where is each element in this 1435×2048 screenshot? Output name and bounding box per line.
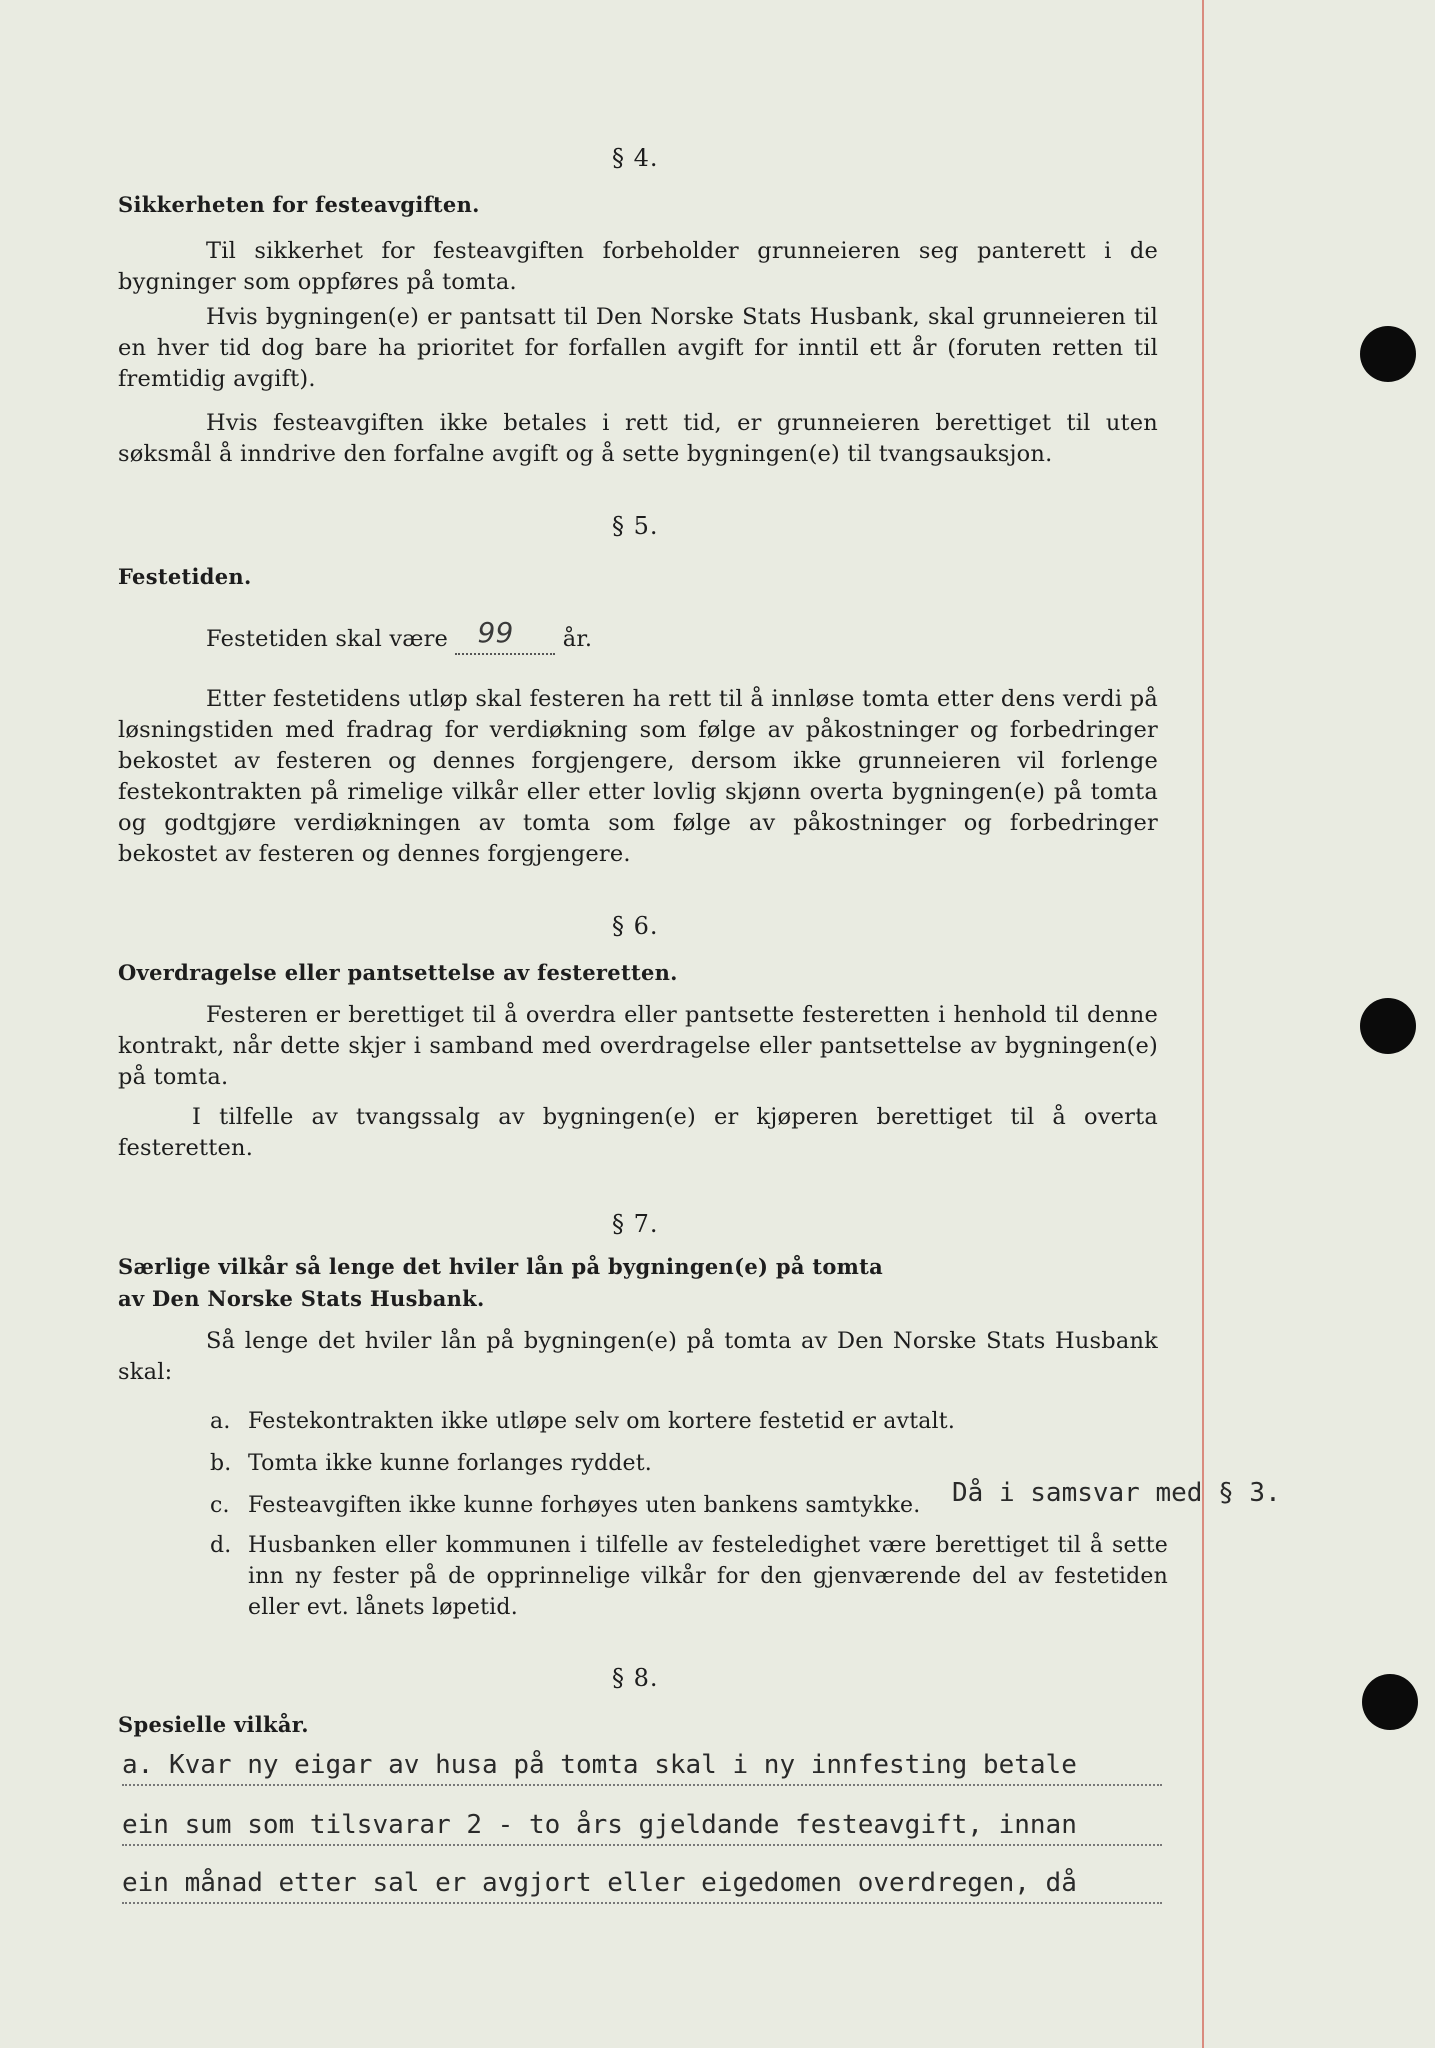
section-7-heading-line2: av Den Norske Stats Husbank. [118,1286,485,1311]
section-6-paragraph-1: Festeren er berettiget til å overdra eller pantsette festeretten i henhold til denne kontrakt, når dette skjer i samband med overdragelse eller pantsettelse av bygningen(e) på tomta. [118,1002,1158,1090]
punch-hole [1360,998,1416,1054]
festetiden-term [206,616,806,655]
section-6-number: § 6. [612,912,659,940]
term-field [455,616,555,655]
section-6-heading: Overdragelse eller pantsettelse av festeretten. [118,960,678,985]
list-marker: d. [210,1533,232,1558]
typed-note: Då i samsvar med § 3. [952,1478,1281,1508]
typed-line-2 [122,1810,1162,1846]
section-4-heading: Sikkerheten for festeavgiften. [118,192,480,217]
section-4-paragraph-1: Til sikkerhet for festeavgiften forbeholder grunneieren seg panterett i de bygninger som oppføres på tomta. [118,238,1158,295]
typed-text: ein sum som tilsvarar 2 - to års gjeldande festeavgift, innan [122,1810,1077,1840]
section-4-paragraph-3: Hvis festeavgiften ikke betales i rett tid, er grunneieren berettiget til uten søksmål å inndrive den forfalne avgift og å sette bygningen(e) til tvangsauksjon. [118,410,1158,467]
punch-hole [1360,326,1416,382]
section-5-heading: Festetiden. [118,564,252,589]
section-8-heading: Spesielle vilkår. [118,1712,309,1737]
list-text: Festekontrakten ikke utløpe selv om kortere festetid er avtalt. [248,1409,956,1434]
section-5-number: § 5. [612,512,659,540]
margin-line [1202,0,1204,2048]
term-value: 99 [477,616,514,649]
list-text: Husbanken eller kommunen i tilfelle av festeledighet være berettiget til å sette inn ny fester på de opprinnelige vilkår for den gjenværende del av festetiden eller evt. lånets løpetid. [248,1533,1168,1620]
term-prefix: Festetiden skal være [206,626,449,652]
typed-line-3 [122,1868,1162,1904]
list-marker: b. [210,1451,232,1476]
section-7-number: § 7. [612,1210,659,1238]
section-7-heading-line1: Særlige vilkår så lenge det hviler lån på bygningen(e) på tomta [118,1254,884,1279]
term-suffix: år. [562,626,593,652]
list-marker: c. [210,1493,230,1518]
typed-line-1 [122,1750,1162,1786]
typed-text: a. Kvar ny eigar av husa på tomta skal i ny innfesting betale [122,1750,1077,1780]
punch-hole [1362,1674,1418,1730]
list-marker: a. [210,1409,231,1434]
typed-text: ein månad etter sal er avgjort eller eigedomen overdregen, då [122,1868,1077,1898]
list-text: Festeavgiften ikke kunne forhøyes uten bankens samtykke. [248,1493,921,1518]
section-5-paragraph-1: Etter festetidens utløp skal festeren ha rett til å innløse tomta etter dens verdi på løsningstiden med fradrag for verdiøkning som følge av påkostninger og forbedringer bekostet av festeren og dennes forgjengere, dersom ikke grunneieren vil forlenge festekontrakten på rimelige vilkår eller etter lovlig skjønn overta bygningen(e) på tomta og godtgjøre verdiøkningen av tomta som følge av påkostninger og forbedringer bekostet av festeren og dennes forgjengere. [118,686,1158,867]
section-6-paragraph-2: I tilfelle av tvangssalg av bygningen(e) er kjøperen berettiget til å overta festeretten. [118,1104,1158,1161]
section-7-intro: Så lenge det hviler lån på bygningen(e) på tomta av Den Norske Stats Husbank skal: [118,1328,1158,1385]
section-4-number: § 4. [612,144,659,172]
section-4-paragraph-2: Hvis bygningen(e) er pantsatt til Den Norske Stats Husbank, skal grunneieren til en hver tid dog bare ha prioritet for forfallen avgift for inntil ett år (foruten retten til fremtidig avgift). [118,304,1158,392]
list-text: Tomta ikke kunne forlanges ryddet. [248,1451,652,1476]
section-8-number: § 8. [612,1664,659,1692]
